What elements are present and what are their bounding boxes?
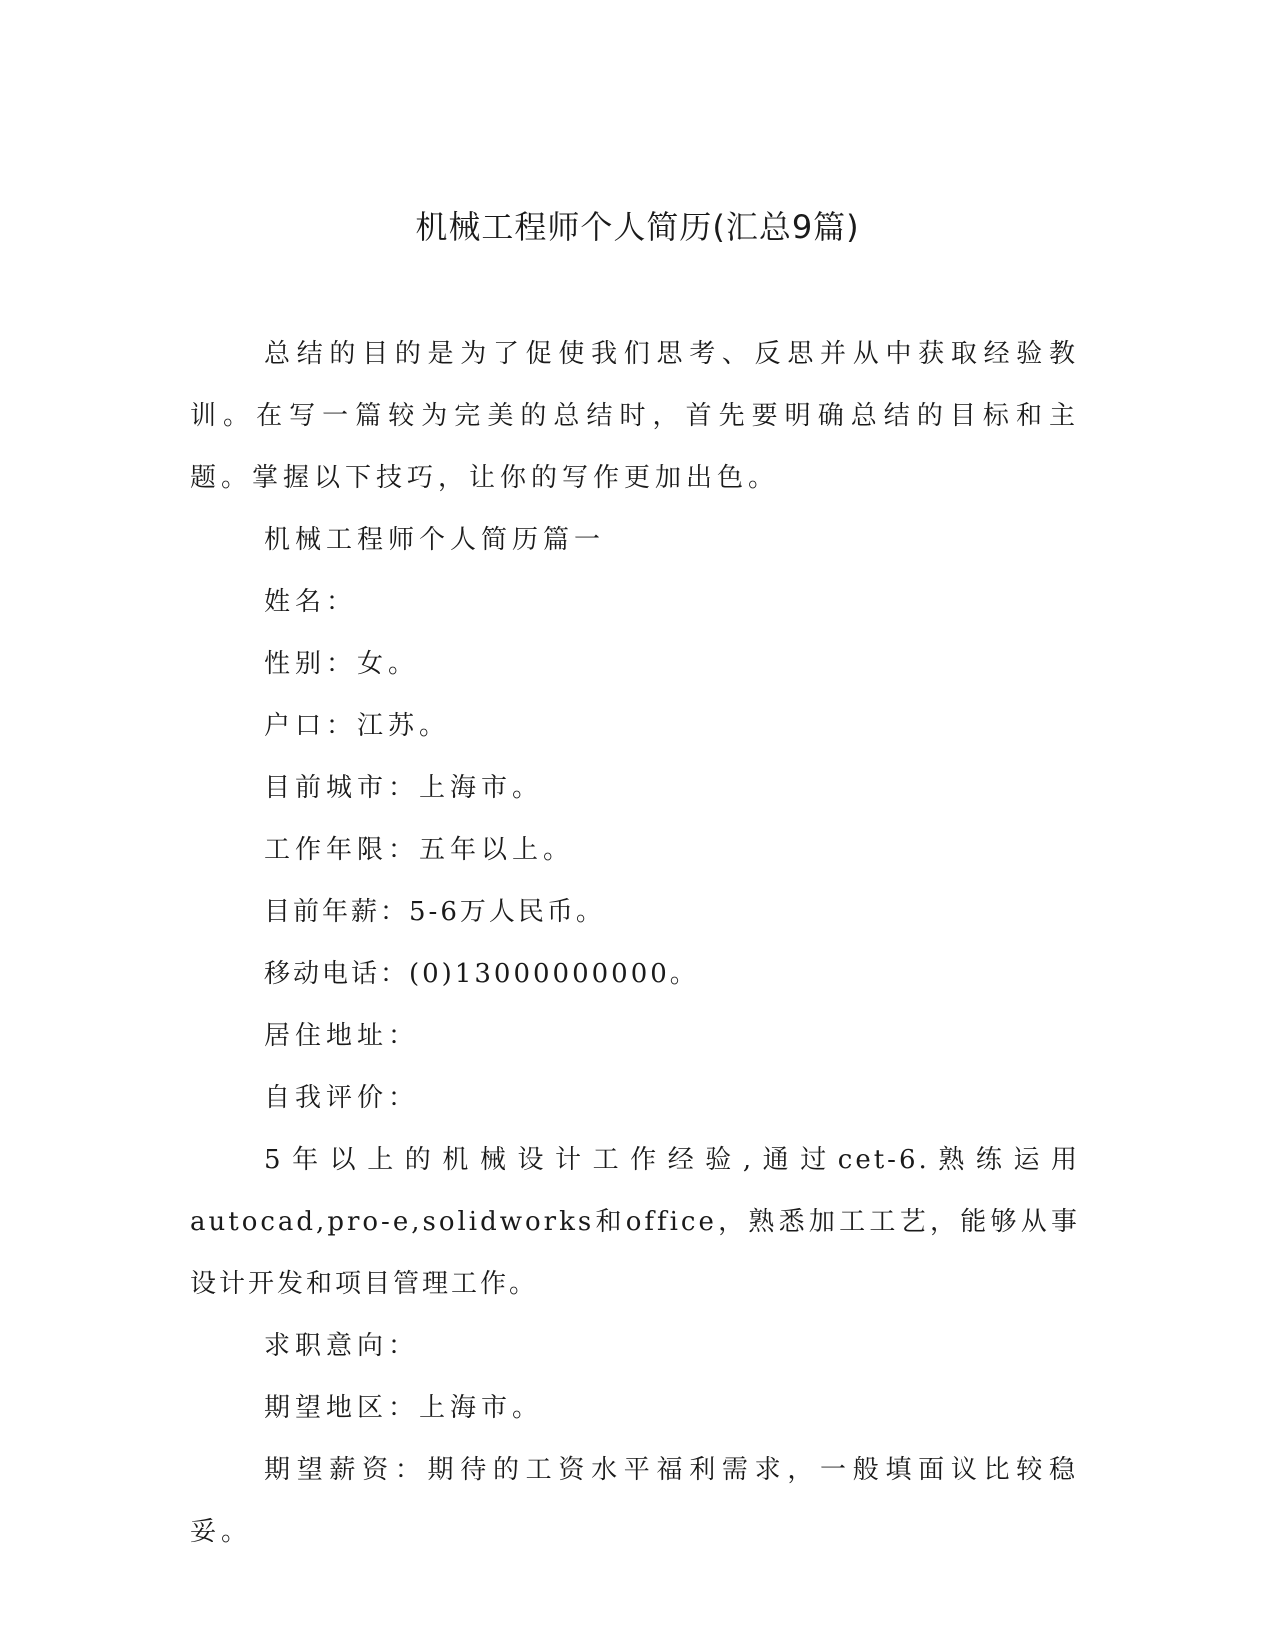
section-heading: 机械工程师个人简历篇一 xyxy=(264,525,606,555)
document-title: 机械工程师个人简历(汇总9篇) xyxy=(415,208,860,246)
field-self-evaluation: 自我评价： xyxy=(264,1083,420,1113)
field-annual-salary: 目前年薪：5-6万人民币。 xyxy=(264,897,605,927)
field-hukou: 户口：江苏。 xyxy=(264,711,451,741)
field-mobile-phone: 移动电话：(0)13000000000。 xyxy=(264,959,699,989)
intro-paragraph: 总结的目的是为了促使我们思考、反思并从中获取经验教训。在写一篇较为完美的总结时，首先要明确总结的目标和主题。掌握以下技巧，让你的写作更加出色。 xyxy=(190,339,1080,493)
self-evaluation-text: 5年以上的机械设计工作经验,通过cet-6.熟练运用autocad,pro-e,solidworks和office，熟悉加工工艺，能够从事设计开发和项目管理工作。 xyxy=(190,1145,1080,1299)
field-work-years: 工作年限：五年以上。 xyxy=(264,835,575,865)
field-current-city: 目前城市：上海市。 xyxy=(264,773,544,803)
field-expected-salary: 期望薪资：期待的工资水平福利需求，一般填面议比较稳妥。 xyxy=(190,1455,1080,1547)
field-name: 姓名： xyxy=(264,587,358,617)
document-body xyxy=(190,323,1080,1563)
field-address: 居住地址： xyxy=(264,1021,420,1051)
field-job-intention: 求职意向： xyxy=(264,1331,420,1361)
field-gender: 性别：女。 xyxy=(264,649,420,679)
field-expected-region: 期望地区：上海市。 xyxy=(264,1393,544,1423)
